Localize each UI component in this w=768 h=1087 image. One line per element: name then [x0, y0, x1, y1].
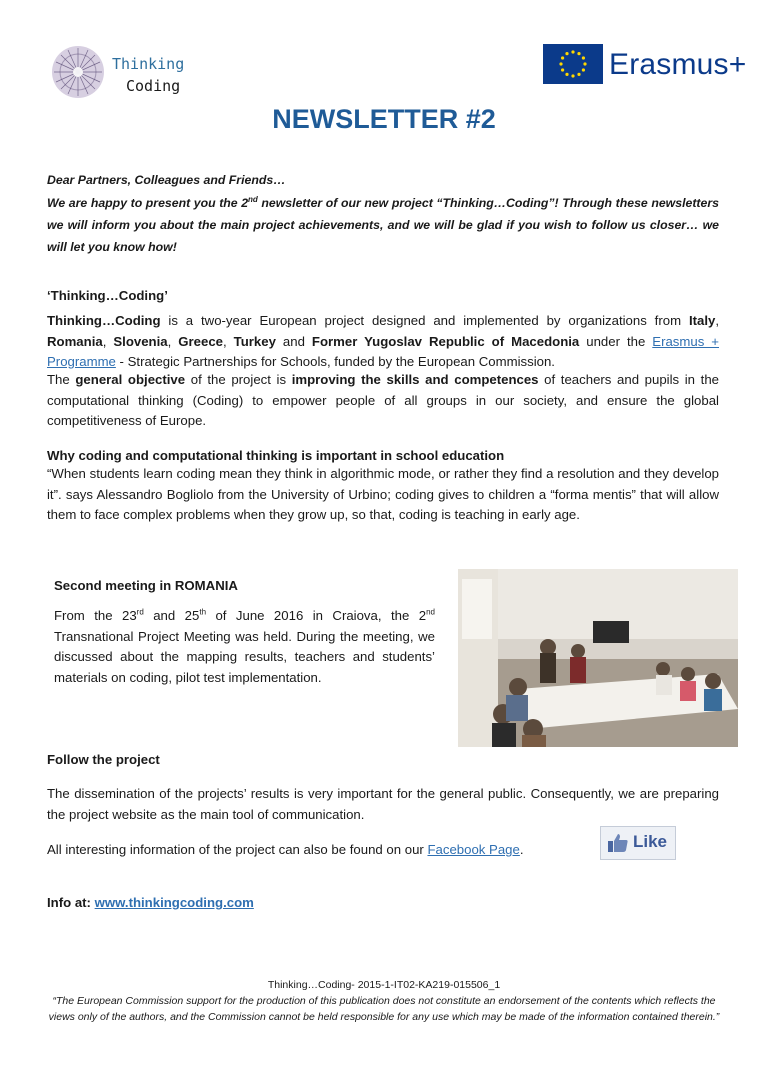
- meeting-sup-3: nd: [426, 607, 435, 617]
- project-name: Thinking…Coding: [47, 313, 161, 328]
- logo-line-2: Coding: [126, 77, 181, 95]
- project-text-3: - Strategic Partnerships for Schools, funded by the European Commission.: [115, 354, 555, 369]
- facebook-page-link[interactable]: Facebook Page: [427, 842, 520, 857]
- info-line: [47, 893, 719, 914]
- brain-network-icon: [50, 44, 106, 100]
- meeting-text-d: Transnational Project Meeting was held. During the meeting, we discussed about the mapping results, teachers and students’ materials on coding, pilot test implementation.: [54, 628, 435, 685]
- objective-bold-2: improving the skills and competences: [291, 372, 539, 387]
- country-romania: Romania: [47, 333, 103, 349]
- why-paragraph: “When students learn coding mean they think in algorithmic mode, or rather they find a resolution and they develop it”. says Alessandro Bogliolo from the University of Urbino; coding gives to children a “forma mentis” that will allow them to face complex problems when they grow up, so that, coding is teaching in early age.: [47, 466, 719, 522]
- sep-5: and: [275, 333, 312, 349]
- title-number: #2: [465, 104, 496, 134]
- project-text-2: under the: [579, 333, 653, 349]
- follow-paragraph: The dissemination of the projects’ results is very important for the general public. Consequently, we are preparing the project website as the main tool of communication.: [47, 786, 719, 822]
- project-paragraph: [47, 311, 719, 373]
- objective-paragraph: [47, 370, 719, 432]
- erasmus-label: Erasmus+: [609, 48, 747, 81]
- country-slovenia: Slovenia: [113, 333, 168, 349]
- country-italy: Italy: [688, 313, 716, 328]
- facebook-text: All interesting information of the project can also be found on our: [47, 842, 428, 857]
- meeting-text-a: From the 23: [54, 608, 137, 623]
- meeting-text-c: of June 2016 in Craiova, the 2: [206, 608, 427, 623]
- meeting-photo: [458, 569, 738, 747]
- title-main: NEWSLETTER: [272, 104, 466, 134]
- sep-4: ,: [223, 333, 234, 349]
- logo-line-1: Thinking: [112, 55, 185, 73]
- intro-text-b: newsletter of our new project “Thinking…Coding”! Through these newsletters we will inform you about the main project achievements, and we will be glad if you wish to follow us closer… we will let you know how!: [47, 196, 719, 254]
- facebook-like-button[interactable]: [600, 826, 676, 860]
- footer-project-code: Thinking…Coding- 2015-1-IT02-KA219-015506_1: [267, 979, 501, 991]
- objective-text-2: of the project is: [185, 372, 292, 387]
- website-link[interactable]: www.thinkingcoding.com: [94, 895, 254, 910]
- intro-text-a: We are happy to present you the 2: [47, 196, 249, 210]
- sep-3: ,: [167, 333, 179, 349]
- meeting-heading: Second meeting in ROMANIA: [54, 578, 238, 593]
- erasmus-programme-link[interactable]: Erasmus + Programme: [47, 333, 719, 369]
- project-text-1: is a two-year European project designed and implemented by organizations from: [160, 313, 689, 328]
- follow-heading: Follow the project: [47, 752, 160, 767]
- country-macedonia: Former Yugoslav Republic of Macedonia: [311, 333, 580, 349]
- page-title: [0, 104, 768, 135]
- objective-bold-1: general objective: [75, 372, 186, 387]
- why-heading: Why coding and computational thinking is important in school education: [47, 448, 505, 463]
- country-greece: Greece: [178, 333, 223, 349]
- facebook-end: .: [519, 842, 524, 857]
- intro-sup: nd: [248, 194, 258, 204]
- sep-1: ,: [715, 313, 719, 328]
- country-turkey: Turkey: [233, 333, 276, 349]
- meeting-paragraph: [54, 606, 435, 688]
- thinking-coding-logo: [50, 44, 210, 102]
- eu-flag-icon: [543, 44, 603, 84]
- footer-disclaimer: “The European Commission support for the production of this publication does not constitute an endorsement of the contents which reflects the views only of the authors, and the Commission cannot be held responsible for any use which may be made of the information contained therein.”: [48, 995, 720, 1023]
- like-label: Like: [633, 832, 668, 851]
- greeting: Dear Partners, Colleagues and Friends…: [47, 173, 286, 187]
- objective-text-1: The: [47, 372, 76, 387]
- meeting-sup-1: rd: [136, 607, 144, 617]
- erasmus-plus-logo: [543, 44, 747, 88]
- meeting-sup-2: th: [199, 607, 207, 617]
- sep-2: ,: [102, 333, 114, 349]
- info-label: Info at:: [47, 895, 95, 910]
- project-heading: ‘Thinking…Coding’: [47, 288, 168, 303]
- meeting-text-b: and 25: [143, 608, 200, 623]
- thumbs-up-icon: [607, 832, 629, 854]
- intro-paragraph: [47, 192, 719, 258]
- objective-text-3: of teachers and pupils in the computational thinking (Coding) to empower people of all groups in our society, and ensure the global competitiveness of Europe.: [47, 372, 719, 428]
